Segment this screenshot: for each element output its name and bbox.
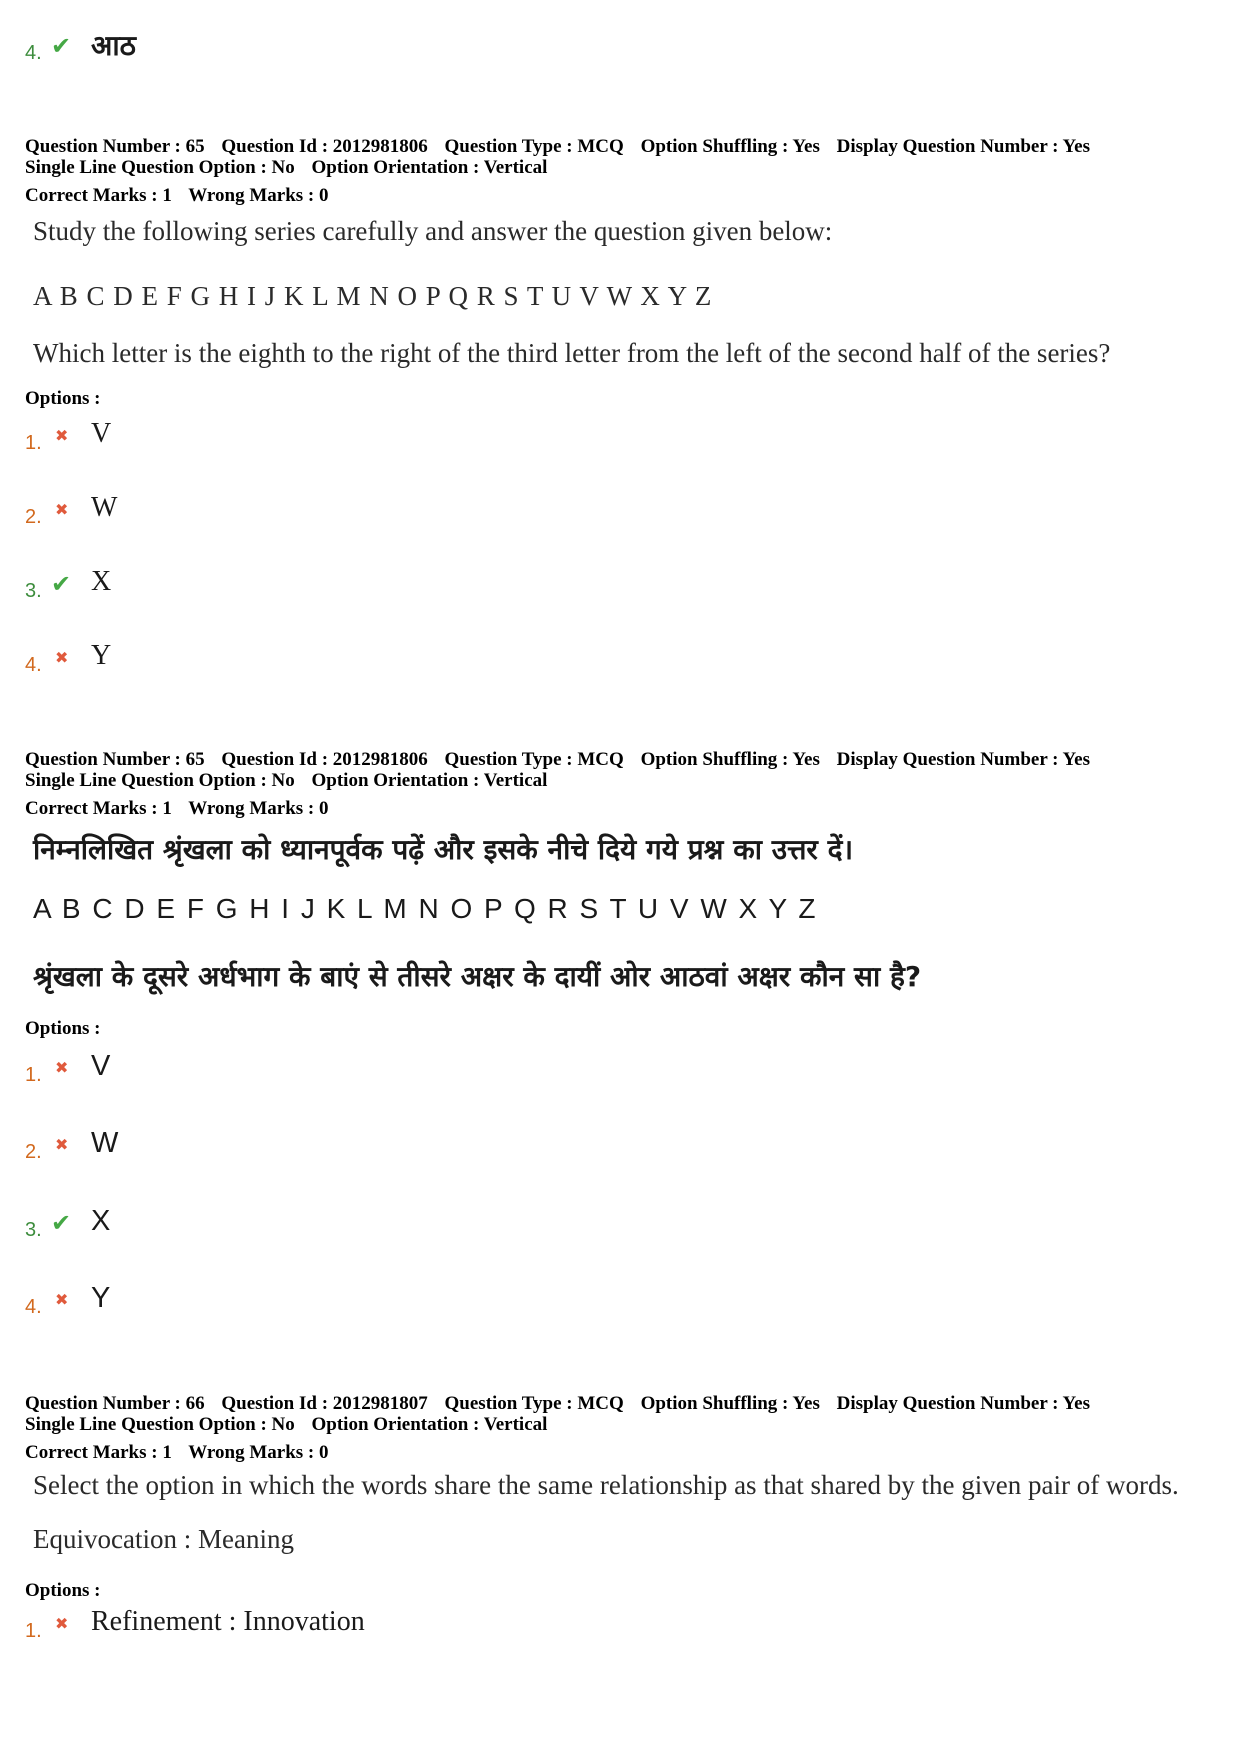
question-marks [25,798,340,819]
question-meta-line2 [25,770,559,791]
display-question-number: Display Question Number : Yes [836,136,1090,157]
check-icon: ✔ [51,1209,72,1237]
wrong-marks: Wrong Marks : 0 [188,1442,329,1463]
option-number: 3. [25,1219,42,1241]
check-icon: ✔ [51,32,72,60]
cross-icon: ✖ [55,500,69,519]
question-prompt: Select the option in which the words share the same relationship as that shared by the given pair of words. [33,1470,1179,1500]
wrong-marks: Wrong Marks : 0 [188,798,329,819]
option-orientation: Option Orientation : Vertical [311,1414,548,1435]
correct-marks: Correct Marks : 1 [25,1442,172,1463]
question-number: Question Number : 65 [25,136,205,157]
word-pair: Equivocation : Meaning [33,1524,294,1554]
question-type: Question Type : MCQ [444,749,624,770]
option-number: 2. [25,1141,42,1163]
cross-icon: ✖ [55,1058,69,1077]
question-type: Question Type : MCQ [444,136,624,157]
question-meta-line2 [25,157,559,178]
wrong-marks: Wrong Marks : 0 [188,185,329,206]
option-shuffling: Option Shuffling : Yes [640,136,820,157]
correct-marks: Correct Marks : 1 [25,185,172,206]
correct-marks: Correct Marks : 1 [25,798,172,819]
option-text: Y [91,640,112,671]
option-number: 1. [25,1620,42,1642]
letter-series: A B C D E F G H I J K L M N O P Q R S T U V W X Y Z [33,893,818,924]
option-number: 1. [25,432,42,454]
option-text: X [91,566,112,597]
option-text: W [91,492,118,523]
cross-icon: ✖ [55,1290,69,1309]
single-line-option: Single Line Question Option : No [25,770,295,791]
options-label: Options : [25,1018,101,1039]
option-text: Y [91,1282,111,1314]
cross-icon: ✖ [55,426,69,445]
question-meta-line2 [25,1414,559,1435]
question-meta-line1 [25,749,1102,770]
option-number: 4. [25,1296,42,1318]
cross-icon: ✖ [55,1135,69,1154]
letter-series: A B C D E F G H I J K L M N O P Q R S T U V W X Y Z [33,281,713,311]
display-question-number: Display Question Number : Yes [836,1393,1090,1414]
option-orientation: Option Orientation : Vertical [311,770,548,791]
option-text: V [91,418,112,449]
check-icon: ✔ [51,570,72,598]
option-text: X [91,1205,111,1237]
question-marks [25,185,340,206]
question-prompt: Study the following series carefully and answer the question given below: [33,216,833,246]
option-text: आठ [91,29,136,62]
option-text: Refinement : Innovation [91,1606,365,1637]
question-meta-line1 [25,1393,1102,1414]
option-number: 3. [25,580,42,602]
cross-icon: ✖ [55,648,69,667]
question-number: Question Number : 66 [25,1393,205,1414]
option-orientation: Option Orientation : Vertical [311,157,548,178]
question-type: Question Type : MCQ [444,1393,624,1414]
question-text: श्रृंखला के दूसरे अर्धभाग के बाएं से तीसरे अक्षर के दायीं ओर आठवां अक्षर कौन सा है? [33,960,922,993]
option-shuffling: Option Shuffling : Yes [640,1393,820,1414]
options-label: Options : [25,1580,101,1601]
single-line-option: Single Line Question Option : No [25,1414,295,1435]
option-number: 2. [25,506,42,528]
options-label: Options : [25,388,101,409]
single-line-option: Single Line Question Option : No [25,157,295,178]
question-id: Question Id : 2012981807 [221,1393,428,1414]
question-prompt: निम्नलिखित श्रृंखला को ध्यानपूर्वक पढ़ें और इसके नीचे दिये गये प्रश्न का उत्तर दें। [33,833,854,866]
option-shuffling: Option Shuffling : Yes [640,749,820,770]
option-text: W [91,1127,119,1159]
option-number: 4. [25,42,42,64]
display-question-number: Display Question Number : Yes [836,749,1090,770]
question-id: Question Id : 2012981806 [221,136,428,157]
question-number: Question Number : 65 [25,749,205,770]
option-text: V [91,1050,111,1082]
question-meta-line1 [25,136,1102,157]
question-text: Which letter is the eighth to the right of the third letter from the left of the second half of the series? [33,338,1111,368]
option-number: 1. [25,1064,42,1086]
question-id: Question Id : 2012981806 [221,749,428,770]
question-marks [25,1442,340,1463]
option-number: 4. [25,654,42,676]
cross-icon: ✖ [55,1614,69,1633]
